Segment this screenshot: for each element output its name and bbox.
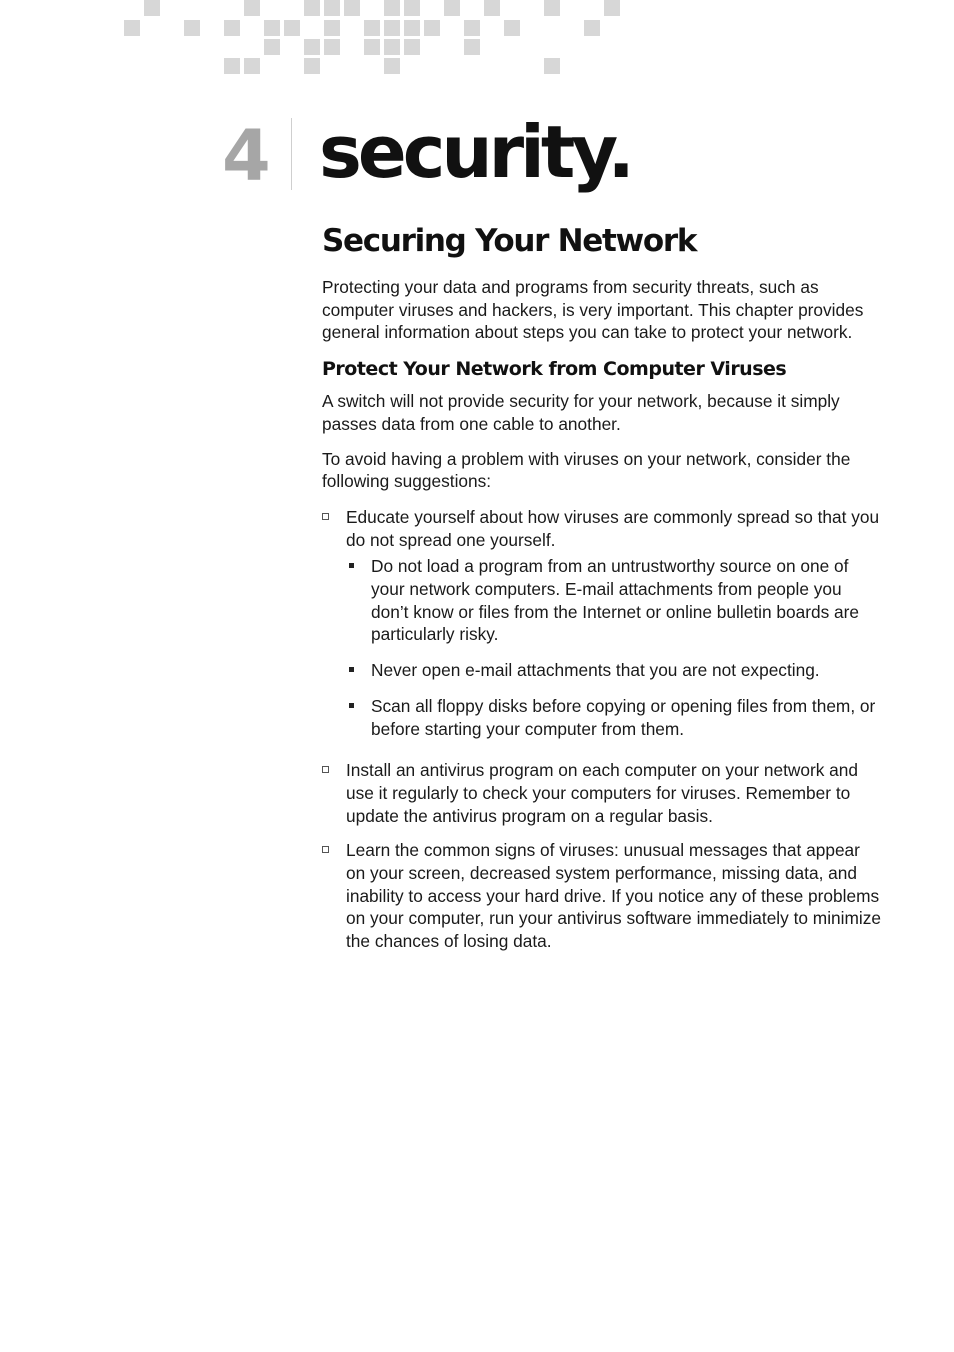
list-item xyxy=(322,506,882,740)
decorative-square xyxy=(364,39,380,55)
decorative-square xyxy=(244,0,260,16)
list-item-text: Install an antivirus program on each computer on your network and use it regularly to check your computers for viruses. Remember to update the antivirus program on a regular basis. xyxy=(346,760,858,826)
chapter-divider xyxy=(291,118,292,190)
decorative-square xyxy=(304,0,320,16)
list-item xyxy=(322,839,882,953)
decorative-square xyxy=(584,20,600,36)
decorative-square xyxy=(464,39,480,55)
sub-list-item-text: Do not load a program from an untrustworthy source on one of your network computers. E-mail attachments from people you don’t know or files from the Internet or online bulletin boards are particularly risky. xyxy=(371,556,859,645)
decorative-square xyxy=(364,20,380,36)
decorative-square xyxy=(124,20,140,36)
page-content xyxy=(322,220,882,965)
subsection-title: Protect Your Network from Computer Viruses xyxy=(322,358,787,381)
decorative-square xyxy=(304,58,320,74)
decorative-square xyxy=(304,39,320,55)
decorative-square xyxy=(424,20,440,36)
decorative-square xyxy=(324,39,340,55)
sub-list xyxy=(346,555,882,740)
decorative-square xyxy=(544,58,560,74)
decorative-square xyxy=(384,0,400,16)
decorative-square xyxy=(324,0,340,16)
filled-square-bullet-icon xyxy=(349,563,354,568)
decorative-square xyxy=(484,0,500,16)
decorative-square xyxy=(244,58,260,74)
section-intro: Protecting your data and programs from security threats, such as computer viruses and hackers, is very important. This chapter provides general information about steps you can take to protect your network. xyxy=(322,277,864,343)
sub-list-item-text: Scan all floppy disks before copying or opening files from them, or before starting your computer from them. xyxy=(371,695,876,739)
sub-list-item xyxy=(346,659,882,682)
decorative-square xyxy=(284,20,300,36)
decorative-square-pattern xyxy=(0,0,954,80)
sub-list-item xyxy=(346,555,882,646)
decorative-square xyxy=(464,20,480,36)
list-item xyxy=(322,759,882,827)
filled-square-bullet-icon xyxy=(349,703,354,708)
decorative-square xyxy=(604,0,620,16)
decorative-square xyxy=(144,0,160,16)
decorative-square xyxy=(544,0,560,16)
decorative-square xyxy=(404,0,420,16)
sub-list-item-text: Never open e-mail attachments that you are not expecting. xyxy=(371,660,820,681)
decorative-square xyxy=(184,20,200,36)
decorative-square xyxy=(444,0,460,16)
section-title: Securing Your Network xyxy=(322,223,697,259)
paragraph: To avoid having a problem with viruses on your network, consider the following suggestions: xyxy=(322,448,851,492)
decorative-square xyxy=(404,39,420,55)
filled-square-bullet-icon xyxy=(349,667,354,672)
decorative-square xyxy=(344,0,360,16)
decorative-square xyxy=(264,20,280,36)
decorative-square xyxy=(504,20,520,36)
chapter-number: 4 xyxy=(222,115,269,197)
decorative-square xyxy=(324,20,340,36)
list-item-text: Learn the common signs of viruses: unusual messages that appear on your screen, decreased system performance, missing data, and inability to access your hard drive. If you notice any of these problems on your computer, run your antivirus software immediately to minimize the chances of losing data. xyxy=(346,840,881,952)
sub-list-item xyxy=(346,695,882,740)
decorative-square xyxy=(384,58,400,74)
decorative-square xyxy=(384,20,400,36)
list-item-text: Educate yourself about how viruses are commonly spread so that you do not spread one yourself. xyxy=(346,506,880,550)
chapter-title: security. xyxy=(319,110,631,194)
decorative-square xyxy=(224,20,240,36)
hollow-square-bullet-icon xyxy=(322,513,329,520)
decorative-square xyxy=(384,39,400,55)
hollow-square-bullet-icon xyxy=(322,846,329,853)
decorative-square xyxy=(404,20,420,36)
suggestion-list xyxy=(322,506,882,953)
hollow-square-bullet-icon xyxy=(322,766,329,773)
paragraph: A switch will not provide security for your network, because it simply passes data from one cable to another. xyxy=(322,391,840,434)
decorative-square xyxy=(264,39,280,55)
decorative-square xyxy=(224,58,240,74)
